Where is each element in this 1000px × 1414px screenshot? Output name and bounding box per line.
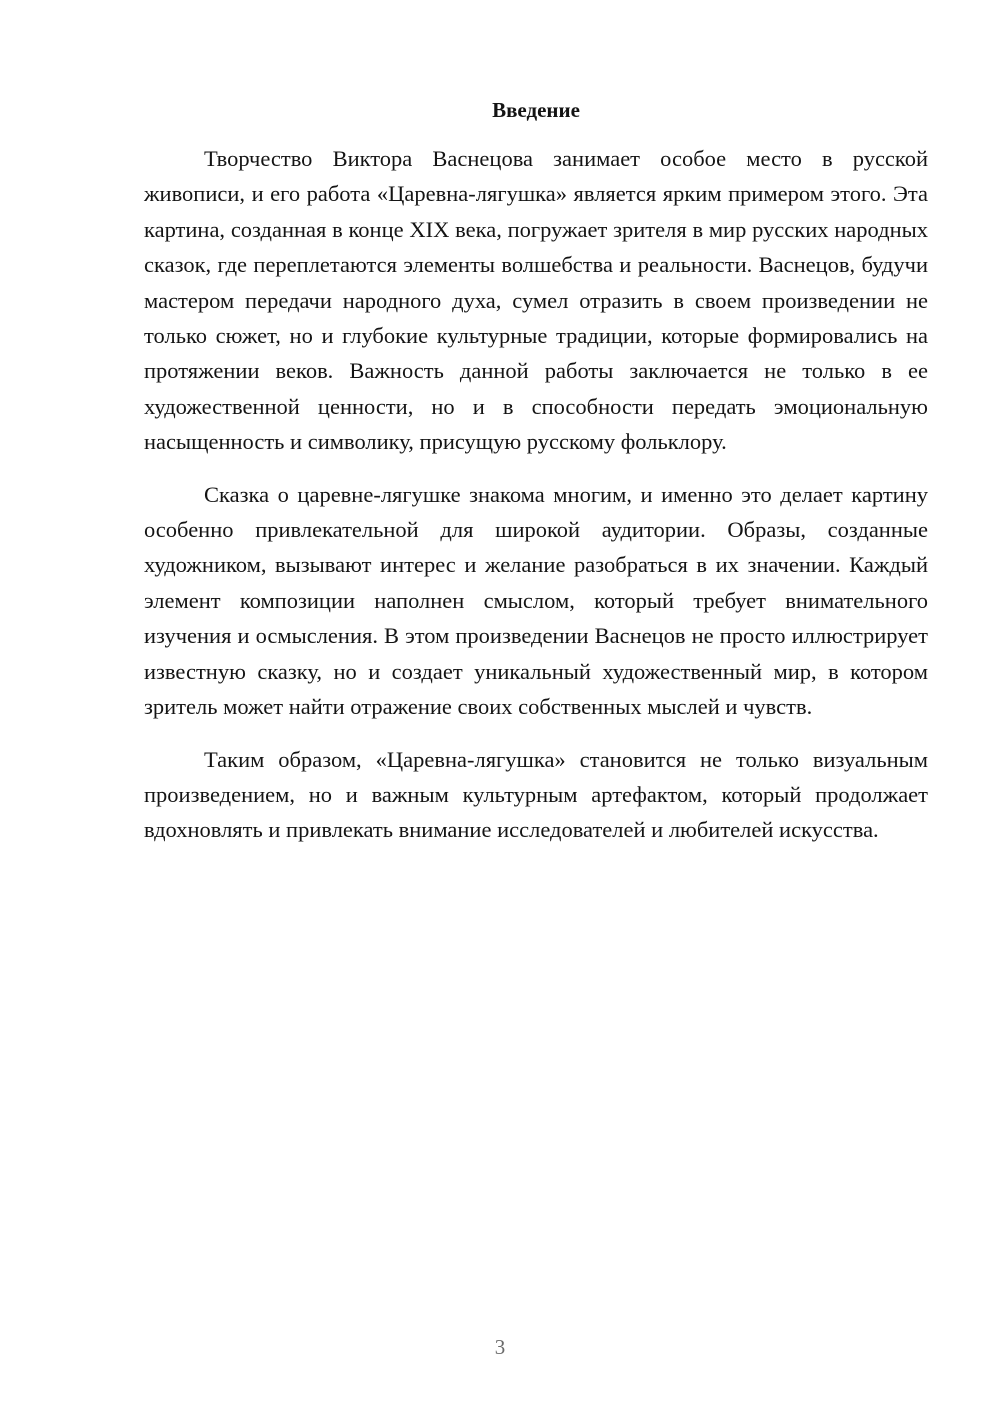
paragraph-intro: Творчество Виктора Васнецова занимает особое место в русской живописи, и его работа «Царевна-лягушка» является ярким примером этого. Эта картина, созданная в конце XIX века, погружает зрителя в мир русских народных сказок, где переплетаются элементы волшебства и реальности. Васнецов, будучи мастером передачи народного духа, сумел отразить в своем произведении не только сюжет, но и глубокие культурные традиции, которые формировались на протяжении веков. Важность данной работы заключается не только в ее художественной ценности, но и в способности передать эмоциональную насыщенность и символику, присущую русскому фольклору. (144, 146, 928, 455)
section-title: Введение (492, 98, 580, 122)
page-content (144, 96, 928, 865)
page-number: 3 (494, 1335, 506, 1359)
paragraph-conclusion: Таким образом, «Царевна-лягушка» становится не только визуальным произведением, но и важным культурным артефактом, который продолжает вдохновлять и привлекать внимание исследователей и любителей искусства. (144, 746, 928, 843)
paragraph-fairy-tale: Сказка о царевне-лягушке знакома многим, и именно это делает картину особенно привлекательной для широкой аудитории. Образы, созданные художником, вызывают интерес и желание разобраться в их значении. Каждый элемент композиции наполнен смыслом, который требует внимательного изучения и осмысления. В этом произведении Васнецов не просто иллюстрирует известную сказку, но и создает уникальный художественный мир, в котором зритель может найти отражение своих собственных мыслей и чувств. (144, 481, 928, 720)
